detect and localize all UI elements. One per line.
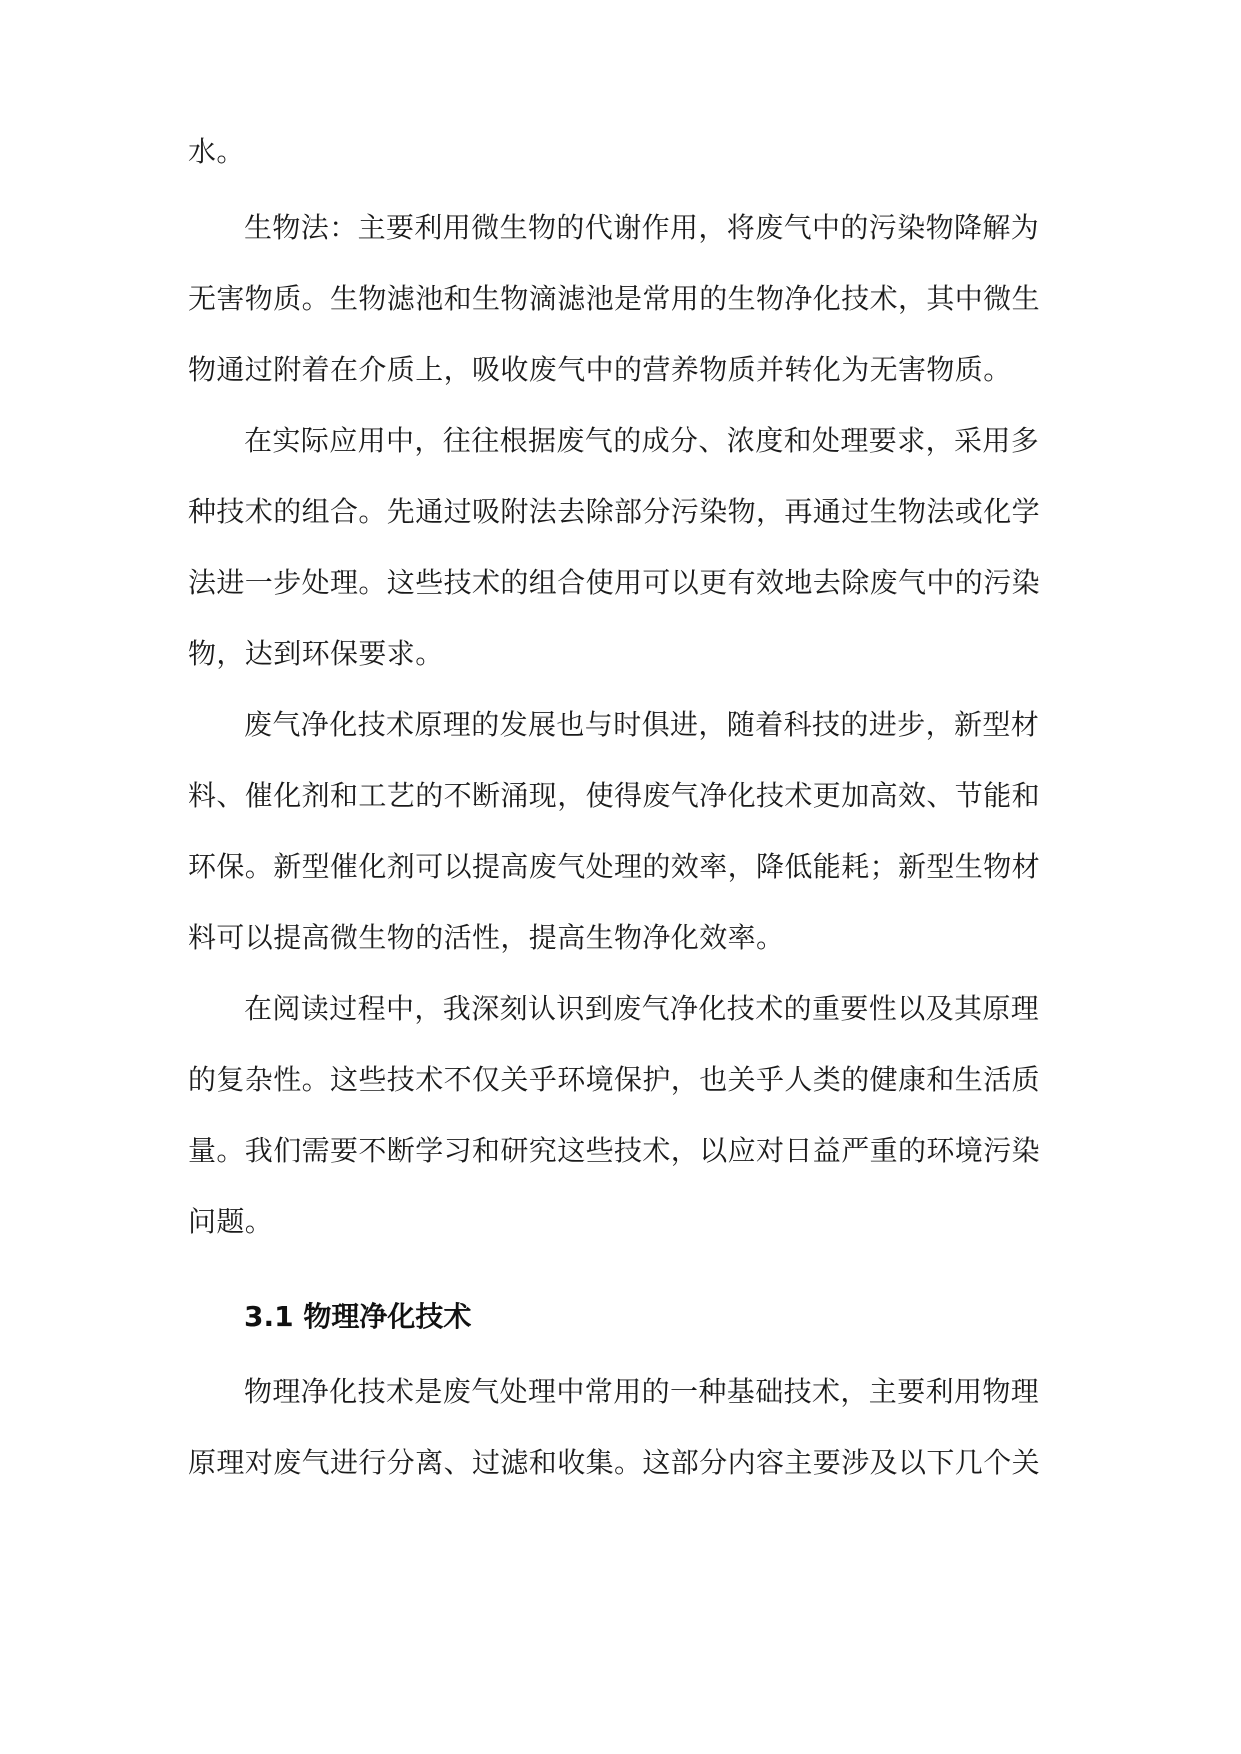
text-line: 物，达到环保要求。 (188, 637, 444, 670)
text-line: 量。我们需要不断学习和研究这些技术，以应对日益严重的环境污染 (188, 1134, 1041, 1167)
text-line: 料可以提高微生物的活性，提高生物净化效率。 (188, 921, 785, 954)
text-line: 废气净化技术原理的发展也与时俱进，随着科技的进步，新型材 (244, 708, 1040, 741)
text-line: 物通过附着在介质上，吸收废气中的营养物质并转化为无害物质。 (188, 353, 1012, 386)
text-line: 料、催化剂和工艺的不断涌现，使得废气净化技术更加高效、节能和 (188, 779, 1041, 812)
text-line: 问题。 (188, 1205, 274, 1238)
text-line: 在实际应用中，往往根据废气的成分、浓度和处理要求，采用多 (244, 424, 1040, 457)
text-line: 种技术的组合。先通过吸附法去除部分污染物，再通过生物法或化学 (188, 495, 1041, 528)
text-line: 的复杂性。这些技术不仅关乎环境保护，也关乎人类的健康和生活质 (188, 1063, 1041, 1096)
text-line: 物理净化技术是废气处理中常用的一种基础技术，主要利用物理 (244, 1375, 1040, 1408)
text-line: 环保。新型催化剂可以提高废气处理的效率，降低能耗；新型生物材 (188, 850, 1041, 883)
text-line: 生物法：主要利用微生物的代谢作用，将废气中的污染物降解为 (244, 211, 1040, 244)
section-heading: 3.1 物理净化技术 (244, 1300, 472, 1333)
text-line: 法进一步处理。这些技术的组合使用可以更有效地去除废气中的污染 (188, 566, 1041, 599)
text-line: 原理对废气进行分离、过滤和收集。这部分内容主要涉及以下几个关 (188, 1446, 1041, 1479)
text-line: 无害物质。生物滤池和生物滴滤池是常用的生物净化技术，其中微生 (188, 282, 1041, 315)
text-line: 水。 (188, 135, 245, 168)
text-line: 在阅读过程中，我深刻认识到废气净化技术的重要性以及其原理 (244, 992, 1040, 1025)
